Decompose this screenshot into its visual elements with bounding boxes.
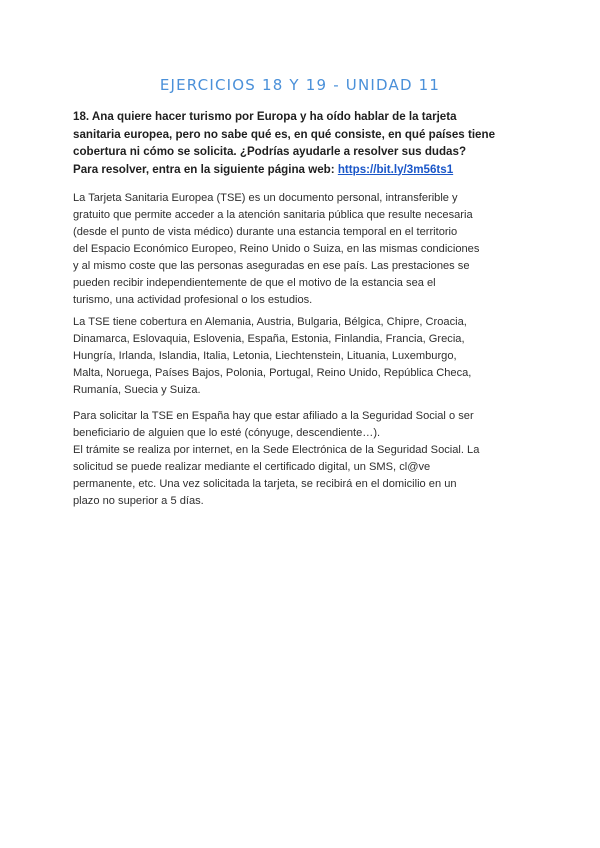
paragraph-line: pueden recibir independientemente de que el motivo de la estancia sea el (73, 277, 436, 289)
paragraph-line: (desde el punto de vista médico) durante una estancia temporal en el territorio (73, 226, 458, 238)
paragraph-line: beneficiario de alguien que lo esté (cónyuge, descendiente…). (73, 427, 381, 439)
paragraph-line: plazo no superior a 5 días. (73, 495, 204, 507)
paragraph-line: del Espacio Económico Europeo, Reino Unido o Suiza, en las mismas condiciones (73, 243, 480, 255)
paragraph-line: La Tarjeta Sanitaria Europea (TSE) es un documento personal, intransferible y (73, 192, 458, 204)
paragraph-line: La TSE tiene cobertura en Alemania, Austria, Bulgaria, Bélgica, Chipre, Croacia, (73, 316, 467, 328)
paragraph-line: Hungría, Irlanda, Islandia, Italia, Letonia, Liechtenstein, Lituania, Luxemburgo, (73, 350, 457, 362)
page-title: EJERCICIOS 18 Y 19 - UNIDAD 11 (159, 76, 441, 94)
paragraph-line: y al mismo coste que las personas aseguradas en ese país. Las prestaciones se (73, 260, 470, 272)
question-line: 18. Ana quiere hacer turismo por Europa y ha oído hablar de la tarjeta (73, 110, 457, 123)
question-line: cobertura ni cómo se solicita. ¿Podrías ayudarle a resolver sus dudas? (73, 145, 467, 158)
answer-paragraph-definition (73, 190, 528, 309)
link-prefix: Para resolver, entra en la siguiente página web: (73, 162, 338, 176)
question-link-line (73, 161, 523, 179)
paragraph-line: turismo, una actividad profesional o los estudios. (73, 294, 313, 306)
paragraph-line: permanente, etc. Una vez solicitada la tarjeta, se recibirá en el domicilio en un (73, 478, 457, 490)
answer-paragraph-application (73, 408, 528, 510)
resource-link[interactable]: https://bit.ly/3m56ts1 (337, 162, 454, 176)
paragraph-line: Dinamarca, Eslovaquia, Eslovenia, España, Estonia, Finlandia, Francia, Grecia, (73, 333, 465, 345)
paragraph-line: solicitud se puede realizar mediante el certificado digital, un SMS, cl@ve (73, 461, 431, 473)
question-line: sanitaria europea, pero no sabe qué es, en qué consiste, en qué países tiene (73, 127, 496, 141)
paragraph-line: Rumanía, Suecia y Suiza. (73, 384, 201, 396)
answer-paragraph-coverage (73, 314, 528, 399)
paragraph-line: gratuito que permite acceder a la atención sanitaria pública que resulte necesaria (73, 209, 473, 221)
paragraph-line: Malta, Noruega, Países Bajos, Polonia, Portugal, Reino Unido, República Checa, (73, 367, 472, 379)
exercise-question (73, 108, 523, 178)
paragraph-line: El trámite se realiza por internet, en la Sede Electrónica de la Seguridad Social. La (73, 444, 480, 456)
paragraph-line: Para solicitar la TSE en España hay que estar afiliado a la Seguridad Social o ser (73, 410, 474, 422)
